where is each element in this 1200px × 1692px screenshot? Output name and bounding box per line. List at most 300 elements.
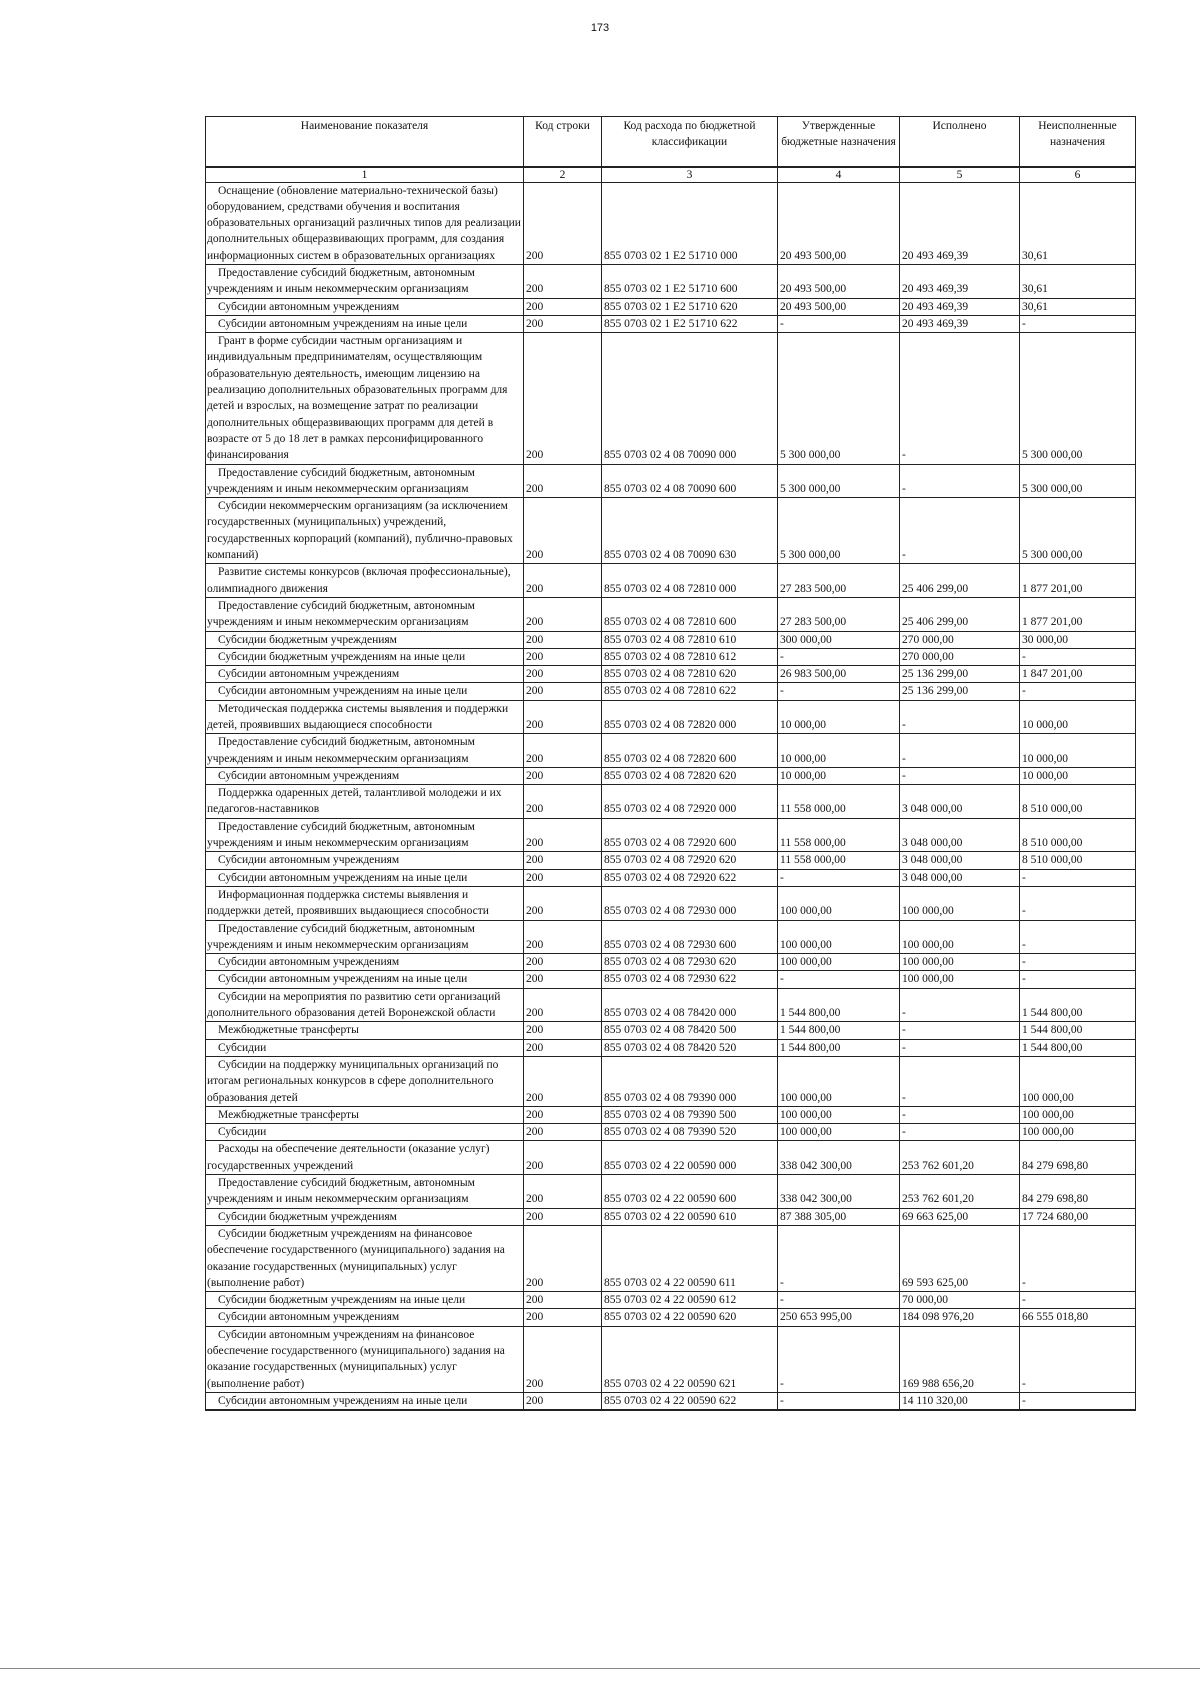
row-line-code: 200 [524,648,602,665]
row-approved: 5 300 000,00 [778,333,900,464]
row-approved: 100 000,00 [778,886,900,920]
row-name-text: Грант в форме субсидии частным организациям и индивидуальным предпринимателям, осуществляющим образовательную деятельность, имеющим лицензию на реализацию дополнительных образовательных программ для детей и взрослых, на возмещение затрат по реализации дополнительных общеразвивающих программ для детей в возрасте от 5 до 18 лет в рамках персонифицированного финансирования [207,335,508,462]
table-row [206,700,1136,734]
row-name-text: Предоставление субсидий бюджетным, автономным учреждениям и иным некоммерческим организациям [207,599,475,629]
row-line-code: 200 [524,1124,602,1141]
row-line-code: 200 [524,988,602,1022]
table-row [206,818,1136,852]
header-unexecuted: Неисполненные назначения [1020,117,1136,167]
row-expense-code: 855 0703 02 4 08 70090 600 [602,464,778,498]
row-expense-code: 855 0703 02 1 E2 51710 620 [602,298,778,315]
table-row [206,666,1136,683]
row-unexecuted: 8 510 000,00 [1020,852,1136,869]
row-unexecuted: 1 877 201,00 [1020,597,1136,631]
row-unexecuted: 10 000,00 [1020,700,1136,734]
row-approved: 100 000,00 [778,954,900,971]
row-expense-code: 855 0703 02 4 08 72820 620 [602,767,778,784]
row-approved: - [778,1392,900,1410]
row-line-code: 200 [524,597,602,631]
row-name [206,498,524,564]
row-expense-code: 855 0703 02 4 08 79390 520 [602,1124,778,1141]
row-executed: 3 048 000,00 [900,785,1020,819]
row-unexecuted: 5 300 000,00 [1020,498,1136,564]
row-executed: 14 110 320,00 [900,1392,1020,1410]
table-row [206,264,1136,298]
table-row [206,1175,1136,1209]
row-expense-code: 855 0703 02 4 22 00590 612 [602,1292,778,1309]
row-name [206,1124,524,1141]
table-row [206,852,1136,869]
row-line-code: 200 [524,498,602,564]
row-name [206,920,524,954]
row-executed: 184 098 976,20 [900,1309,1020,1326]
row-line-code: 200 [524,785,602,819]
row-name [206,988,524,1022]
row-line-code: 200 [524,818,602,852]
row-name [206,648,524,665]
row-line-code: 200 [524,182,602,264]
column-number-row [206,167,1136,183]
row-line-code: 200 [524,464,602,498]
row-approved: 26 983 500,00 [778,666,900,683]
table-row [206,631,1136,648]
table-row [206,785,1136,819]
row-approved: 5 300 000,00 [778,498,900,564]
table-row [206,954,1136,971]
row-name-text: Субсидии бюджетным учреждениям [218,633,397,646]
row-name-text: Субсидии автономным учреждениям [218,854,400,867]
row-line-code: 200 [524,734,602,768]
row-line-code: 200 [524,1175,602,1209]
row-expense-code: 855 0703 02 4 08 72920 000 [602,785,778,819]
row-approved: - [778,1225,900,1291]
row-executed: 20 493 469,39 [900,298,1020,315]
table-row [206,333,1136,464]
row-unexecuted: - [1020,1326,1136,1392]
table-row [206,1309,1136,1326]
row-approved: 100 000,00 [778,1106,900,1123]
row-approved: 20 493 500,00 [778,298,900,315]
row-approved: 10 000,00 [778,767,900,784]
row-expense-code: 855 0703 02 4 08 72810 622 [602,683,778,700]
row-unexecuted: 1 847 201,00 [1020,666,1136,683]
row-unexecuted: 30,61 [1020,182,1136,264]
budget-execution-table [205,116,1136,1411]
row-unexecuted: 1 544 800,00 [1020,988,1136,1022]
row-approved: 100 000,00 [778,1056,900,1106]
table-row [206,182,1136,264]
row-executed: - [900,1124,1020,1141]
row-name-text: Субсидии автономным учреждениям на иные цели [218,973,468,986]
row-line-code: 200 [524,1106,602,1123]
row-name [206,264,524,298]
row-approved: 87 388 305,00 [778,1208,900,1225]
table-row [206,298,1136,315]
row-executed: - [900,498,1020,564]
row-approved: 27 283 500,00 [778,597,900,631]
row-expense-code: 855 0703 02 4 08 70090 630 [602,498,778,564]
row-unexecuted: 5 300 000,00 [1020,464,1136,498]
row-line-code: 200 [524,1208,602,1225]
row-executed: 100 000,00 [900,920,1020,954]
row-executed: 25 406 299,00 [900,597,1020,631]
row-executed: - [900,1039,1020,1056]
row-approved: - [778,869,900,886]
row-executed: - [900,464,1020,498]
row-name-text: Субсидии автономным учреждениям [218,769,400,782]
row-name-text: Предоставление субсидий бюджетным, автономным учреждениям и иным некоммерческим организациям [207,466,475,495]
row-executed: - [900,734,1020,768]
row-line-code: 200 [524,1141,602,1175]
row-expense-code: 855 0703 02 4 08 72920 620 [602,852,778,869]
table-row [206,1039,1136,1056]
row-expense-code: 855 0703 02 4 08 79390 000 [602,1056,778,1106]
row-name-text: Развитие системы конкурсов (включая профессиональные), олимпиадного движения [207,566,511,595]
row-expense-code: 855 0703 02 4 08 78420 000 [602,988,778,1022]
row-name [206,785,524,819]
row-executed: 25 406 299,00 [900,564,1020,598]
row-name-text: Субсидии автономным учреждениям [218,1311,400,1324]
table-row [206,1106,1136,1123]
row-name [206,1175,524,1209]
row-executed: 20 493 469,39 [900,182,1020,264]
row-approved: 11 558 000,00 [778,818,900,852]
table-row [206,648,1136,665]
row-name [206,298,524,315]
row-unexecuted: 30 000,00 [1020,631,1136,648]
header-line-code: Код строки [524,117,602,167]
row-line-code: 200 [524,1392,602,1410]
row-executed: 100 000,00 [900,971,1020,988]
row-expense-code: 855 0703 02 4 22 00590 611 [602,1225,778,1291]
row-name-text: Предоставление субсидий бюджетным, автономным учреждениям и иным некоммерческим организациям [207,820,475,850]
row-expense-code: 855 0703 02 4 08 70090 000 [602,333,778,464]
table-row [206,1392,1136,1410]
row-line-code: 200 [524,666,602,683]
table-row [206,464,1136,498]
row-line-code: 200 [524,971,602,988]
row-expense-code: 855 0703 02 4 08 72930 622 [602,971,778,988]
row-executed: 3 048 000,00 [900,818,1020,852]
row-expense-code: 855 0703 02 4 22 00590 000 [602,1141,778,1175]
page-bottom-rule [0,1668,1200,1669]
row-line-code: 200 [524,852,602,869]
row-executed: 3 048 000,00 [900,869,1020,886]
row-name [206,869,524,886]
row-approved: 10 000,00 [778,734,900,768]
row-name-text: Субсидии автономным учреждениям на иные цели [218,317,468,330]
table-row [206,1056,1136,1106]
row-name [206,631,524,648]
row-executed: - [900,1022,1020,1039]
row-expense-code: 855 0703 02 1 E2 51710 600 [602,264,778,298]
table-row [206,564,1136,598]
row-approved: 11 558 000,00 [778,852,900,869]
row-name [206,1022,524,1039]
row-unexecuted: 5 300 000,00 [1020,333,1136,464]
row-expense-code: 855 0703 02 4 08 72820 000 [602,700,778,734]
table-row [206,498,1136,564]
row-name-text: Субсидии автономным учреждениям [218,956,400,969]
row-unexecuted: - [1020,920,1136,954]
row-executed: 25 136 299,00 [900,683,1020,700]
row-name [206,818,524,852]
row-name [206,333,524,464]
row-expense-code: 855 0703 02 4 08 72810 600 [602,597,778,631]
row-unexecuted: 100 000,00 [1020,1124,1136,1141]
row-line-code: 200 [524,264,602,298]
row-executed: 70 000,00 [900,1292,1020,1309]
table-row [206,869,1136,886]
row-name [206,1392,524,1410]
row-expense-code: 855 0703 02 4 08 72930 000 [602,886,778,920]
row-executed: 100 000,00 [900,954,1020,971]
row-expense-code: 855 0703 02 4 08 72810 612 [602,648,778,665]
row-name-text: Субсидии автономным учреждениям на иные цели [218,685,468,698]
row-unexecuted: - [1020,1292,1136,1309]
row-name [206,734,524,768]
row-unexecuted: 100 000,00 [1020,1056,1136,1106]
table-row [206,1225,1136,1291]
row-expense-code: 855 0703 02 4 08 72920 600 [602,818,778,852]
row-unexecuted: 1 877 201,00 [1020,564,1136,598]
table-row [206,1124,1136,1141]
row-line-code: 200 [524,631,602,648]
row-executed: 69 593 625,00 [900,1225,1020,1291]
header-name: Наименование показателя [206,117,524,167]
row-expense-code: 855 0703 02 4 22 00590 610 [602,1208,778,1225]
row-unexecuted: 17 724 680,00 [1020,1208,1136,1225]
row-unexecuted: - [1020,683,1136,700]
row-name [206,666,524,683]
row-name-text: Субсидии [218,1126,267,1139]
table-row [206,1141,1136,1175]
row-unexecuted: 10 000,00 [1020,767,1136,784]
table-row [206,971,1136,988]
row-name-text: Расходы на обеспечение деятельности (оказание услуг) государственных учреждений [207,1143,490,1172]
row-unexecuted: - [1020,648,1136,665]
row-unexecuted: - [1020,1392,1136,1410]
table-row [206,734,1136,768]
row-approved: 1 544 800,00 [778,988,900,1022]
table-row [206,920,1136,954]
column-number: 2 [524,167,602,183]
row-approved: 1 544 800,00 [778,1022,900,1039]
row-name-text: Предоставление субсидий бюджетным, автономным учреждениям и иным некоммерческим организациям [207,736,475,765]
table-row [206,1326,1136,1392]
row-expense-code: 855 0703 02 4 08 78420 520 [602,1039,778,1056]
row-name-text: Субсидии на поддержку муниципальных организаций по итогам региональных конкурсов в сфере дополнительного образования детей [207,1058,499,1104]
row-name [206,1326,524,1392]
row-line-code: 200 [524,1225,602,1291]
row-name-text: Субсидии автономным учреждениям [218,668,400,681]
table-row [206,1292,1136,1309]
row-name [206,954,524,971]
row-name-text: Оснащение (обновление материально-технической базы) оборудованием, средствами обучения и воспитания образовательных организаций различных типов для реализации дополнительных общеразвивающих программ, для создания информационных систем в образовательных организациях [207,184,521,262]
page-number: 173 [590,22,610,34]
row-name [206,1208,524,1225]
row-executed: 270 000,00 [900,631,1020,648]
header-row [206,117,1136,167]
row-name-text: Субсидии бюджетным учреждениям [218,1210,397,1223]
row-executed: - [900,333,1020,464]
row-executed: - [900,767,1020,784]
row-executed: 25 136 299,00 [900,666,1020,683]
row-expense-code: 855 0703 02 1 E2 51710 000 [602,182,778,264]
row-expense-code: 855 0703 02 4 08 72920 622 [602,869,778,886]
row-name-text: Субсидии автономным учреждениям на иные цели [218,871,468,884]
column-number: 3 [602,167,778,183]
row-executed: - [900,1056,1020,1106]
row-executed: 253 762 601,20 [900,1175,1020,1209]
table-row [206,1208,1136,1225]
row-approved: 100 000,00 [778,920,900,954]
row-expense-code: 855 0703 02 1 E2 51710 622 [602,315,778,332]
row-approved: 250 653 995,00 [778,1309,900,1326]
row-line-code: 200 [524,920,602,954]
row-line-code: 200 [524,954,602,971]
row-approved: 338 042 300,00 [778,1175,900,1209]
table-row [206,315,1136,332]
row-name-text: Межбюджетные трансферты [218,1108,359,1121]
column-number: 6 [1020,167,1136,183]
row-approved: - [778,683,900,700]
row-unexecuted: 30,61 [1020,298,1136,315]
row-expense-code: 855 0703 02 4 08 72810 000 [602,564,778,598]
row-executed: 169 988 656,20 [900,1326,1020,1392]
row-name [206,886,524,920]
row-name-text: Поддержка одаренных детей, талантливой молодежи и их педагогов-наставников [207,787,502,816]
row-unexecuted: - [1020,886,1136,920]
row-name-text: Субсидии автономным учреждениям на иные цели [218,1394,468,1407]
row-name-text: Субсидии бюджетным учреждениям на финансовое обеспечение государственного (муниципального) задания на оказание государственных (муниципальных) услуг (выполнение работ) [207,1227,505,1289]
row-approved: 338 042 300,00 [778,1141,900,1175]
row-expense-code: 855 0703 02 4 08 72810 620 [602,666,778,683]
table-row [206,988,1136,1022]
row-expense-code: 855 0703 02 4 08 72810 610 [602,631,778,648]
row-approved: 5 300 000,00 [778,464,900,498]
row-unexecuted: 66 555 018,80 [1020,1309,1136,1326]
row-approved: 300 000,00 [778,631,900,648]
row-name-text: Субсидии [218,1041,267,1054]
row-executed: 100 000,00 [900,886,1020,920]
row-line-code: 200 [524,1326,602,1392]
row-name [206,1225,524,1291]
table-header [206,117,1136,183]
row-unexecuted: - [1020,315,1136,332]
row-name-text: Субсидии бюджетным учреждениям на иные цели [218,650,466,663]
row-line-code: 200 [524,683,602,700]
row-executed: 69 663 625,00 [900,1208,1020,1225]
header-executed: Исполнено [900,117,1020,167]
row-expense-code: 855 0703 02 4 22 00590 621 [602,1326,778,1392]
row-name-text: Предоставление субсидий бюджетным, автономным учреждениям и иным некоммерческим организациям [207,1177,475,1206]
row-unexecuted: 1 544 800,00 [1020,1022,1136,1039]
row-name [206,852,524,869]
row-name-text: Субсидии бюджетным учреждениям на иные цели [218,1294,466,1307]
row-approved: - [778,971,900,988]
row-line-code: 200 [524,700,602,734]
row-name [206,564,524,598]
row-unexecuted: 1 544 800,00 [1020,1039,1136,1056]
row-unexecuted: - [1020,1225,1136,1291]
row-expense-code: 855 0703 02 4 08 72930 620 [602,954,778,971]
row-approved: 100 000,00 [778,1124,900,1141]
row-unexecuted: 84 279 698,80 [1020,1175,1136,1209]
row-name-text: Предоставление субсидий бюджетным, автономным учреждениям и иным некоммерческим организациям [207,922,475,951]
row-expense-code: 855 0703 02 4 22 00590 622 [602,1392,778,1410]
row-name-text: Субсидии на мероприятия по развитию сети организаций дополнительного образования детей Воронежской области [207,990,501,1020]
header-approved: Утвержденные бюджетные назначения [778,117,900,167]
row-unexecuted: 30,61 [1020,264,1136,298]
row-line-code: 200 [524,767,602,784]
row-line-code: 200 [524,298,602,315]
row-name [206,1106,524,1123]
row-approved: - [778,1292,900,1309]
row-approved: 1 544 800,00 [778,1039,900,1056]
row-approved: - [778,1326,900,1392]
row-name-text: Методическая поддержка системы выявления и поддержки детей, проявивших выдающиеся способности [207,702,509,731]
table-body [206,182,1136,1410]
column-number: 1 [206,167,524,183]
table-row [206,886,1136,920]
row-approved: 11 558 000,00 [778,785,900,819]
row-line-code: 200 [524,564,602,598]
table-row [206,597,1136,631]
table-row [206,1022,1136,1039]
row-line-code: 200 [524,1056,602,1106]
row-executed: 20 493 469,39 [900,315,1020,332]
row-expense-code: 855 0703 02 4 08 78420 500 [602,1022,778,1039]
row-approved: 27 283 500,00 [778,564,900,598]
row-unexecuted: - [1020,869,1136,886]
row-expense-code: 855 0703 02 4 22 00590 600 [602,1175,778,1209]
row-expense-code: 855 0703 02 4 08 72930 600 [602,920,778,954]
row-name [206,315,524,332]
row-unexecuted: - [1020,954,1136,971]
row-unexecuted: 10 000,00 [1020,734,1136,768]
row-expense-code: 855 0703 02 4 08 79390 500 [602,1106,778,1123]
row-line-code: 200 [524,315,602,332]
row-approved: - [778,648,900,665]
row-name-text: Межбюджетные трансферты [218,1024,359,1037]
row-executed: 3 048 000,00 [900,852,1020,869]
row-name [206,464,524,498]
row-approved: 20 493 500,00 [778,264,900,298]
row-line-code: 200 [524,886,602,920]
table-row [206,683,1136,700]
row-executed: 253 762 601,20 [900,1141,1020,1175]
column-number: 5 [900,167,1020,183]
row-name [206,182,524,264]
row-executed: - [900,988,1020,1022]
row-unexecuted: 8 510 000,00 [1020,818,1136,852]
row-name-text: Информационная поддержка системы выявления и поддержки детей, проявивших выдающиеся способности [207,888,489,918]
row-unexecuted: 84 279 698,80 [1020,1141,1136,1175]
row-name [206,971,524,988]
row-executed: - [900,1106,1020,1123]
row-name [206,1056,524,1106]
row-name-text: Субсидии некоммерческим организациям (за исключением государственных (муниципальных) учреждений, государственных корпораций (компаний), публично-правовых компаний) [207,500,513,562]
row-unexecuted: 8 510 000,00 [1020,785,1136,819]
header-expense-code: Код расхода по бюджетной классификации [602,117,778,167]
row-name [206,1039,524,1056]
row-name [206,597,524,631]
row-executed: 270 000,00 [900,648,1020,665]
column-number: 4 [778,167,900,183]
row-name-text: Субсидии автономным учреждениям на финансовое обеспечение государственного (муниципального) задания на оказание государственных (муниципальных) услуг (выполнение работ) [207,1328,505,1390]
row-name-text: Субсидии автономным учреждениям [218,300,400,313]
